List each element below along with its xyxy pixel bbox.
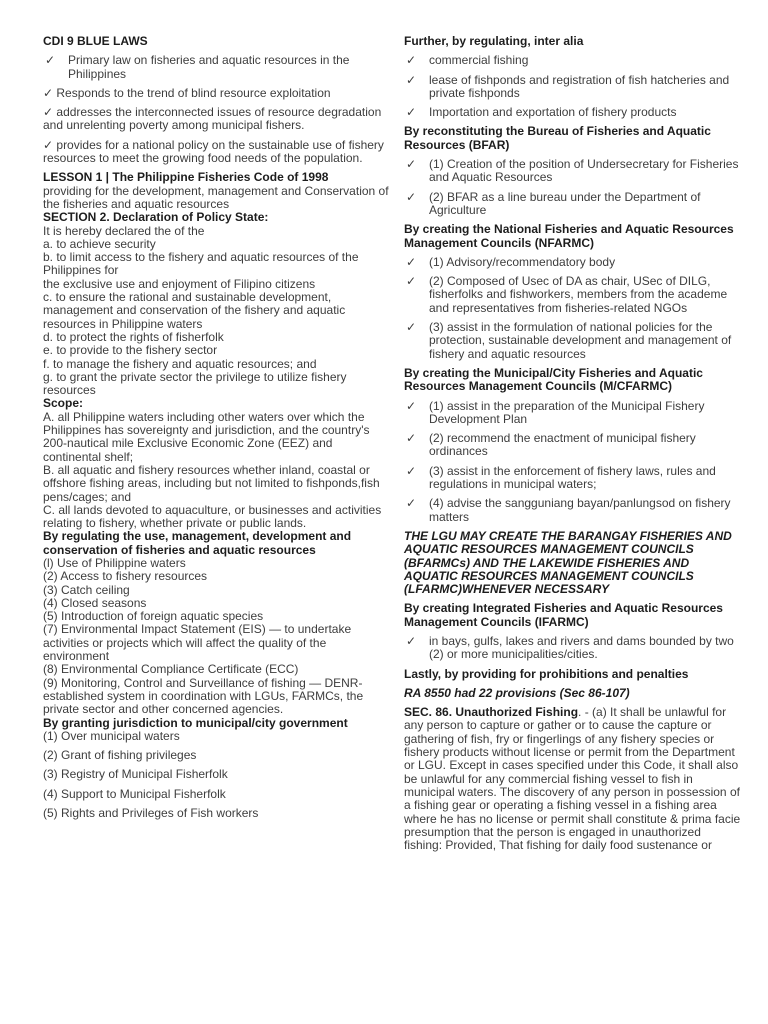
check-icon: ✓	[406, 633, 417, 648]
check-bullet	[404, 158, 741, 185]
check-bullet	[404, 432, 741, 459]
paragraph: (1) Over municipal waters	[43, 728, 180, 743]
bullet-text: commercial fishing	[429, 53, 529, 68]
check-bullet	[404, 275, 741, 315]
paragraph: e. to provide to the fishery sector	[43, 343, 218, 358]
paragraph: ✓ addresses the interconnected issues of resource degradation and unrelenting poverty among municipal fishers.	[43, 105, 382, 133]
paragraph: (5) Rights and Privileges of Fish workers	[43, 806, 259, 821]
section-heading: RA 8550 had 22 provisions (Sec 86-107)	[404, 685, 630, 700]
paragraph: (5) Introduction of foreign aquatic species	[43, 609, 264, 624]
left-column	[43, 35, 390, 826]
section-heading: By creating the Municipal/City Fisheries and Aquatic Resources Management Councils (M/CFARMC)	[404, 365, 703, 394]
paragraph: providing for the development, management and Conservation of the fisheries and aquatic resources	[43, 183, 389, 211]
section-heading: By reconstituting the Bureau of Fisheries and Aquatic Resources (BFAR)	[404, 124, 711, 152]
bullet-text: (2) Composed of Usec of DA as chair, USec of DILG, fisherfolks and fishworkers, members from the academe and representatives from fisheries-related NGOs	[429, 274, 728, 315]
bullet-text: (1) assist in the preparation of the Municipal Fishery Development Plan	[429, 398, 705, 426]
section-heading: Further, by regulating, inter alia	[404, 34, 584, 48]
section-heading: By creating the National Fisheries and Aquatic Resources Management Councils (NFARMC)	[404, 222, 734, 250]
check-icon: ✓	[45, 53, 56, 68]
bullet-text: (1) Creation of the position of Undersecretary for Fisheries and Aquatic Resources	[429, 157, 739, 185]
check-icon: ✓	[406, 72, 417, 87]
check-bullet	[404, 465, 741, 492]
check-bullet	[404, 54, 741, 67]
paragraph: ✓ Responds to the trend of blind resource exploitation	[43, 85, 331, 100]
check-icon: ✓	[406, 254, 417, 269]
paragraph: (8) Environmental Compliance Certificate (ECC)	[43, 662, 299, 677]
section-heading: CDI 9 BLUE LAWS	[43, 34, 148, 48]
bullet-text: in bays, gulfs, lakes and rivers and dams bounded by two (2) or more municipalities/cities.	[429, 633, 734, 662]
bullet-text: (1) Advisory/recommendatory body	[429, 254, 616, 269]
paragraph: A. all Philippine waters including other waters over which the Philippines has sovereignty and jurisdiction, and the country's 200-nautical mile Exclusive Economic Zone (EEZ) and continental shelf;	[43, 409, 370, 464]
section-heading: By creating Integrated Fisheries and Aquatic Resources Management Councils (IFARMC)	[404, 601, 723, 629]
paragraph: It is hereby declared the of the	[43, 223, 205, 238]
paragraph: (4) Closed seasons	[43, 595, 147, 610]
paragraph: b. to limit access to the fishery and aquatic resources of the Philippines for	[43, 250, 359, 278]
bullet-text: (3) assist in the formulation of national policies for the protection, sustainable development and management of fishery and aquatic resources	[429, 320, 732, 361]
paragraph: (3) Catch ceiling	[43, 582, 130, 597]
right-column	[404, 35, 741, 858]
check-icon: ✓	[406, 157, 417, 172]
paragraph: a. to achieve security	[43, 236, 156, 251]
check-icon: ✓	[406, 463, 417, 478]
paragraph: (7) Environmental Impact Statement (EIS) — to undertake activities or projects which will affect the quality of the environment	[43, 622, 352, 664]
check-icon: ✓	[406, 189, 417, 204]
check-icon: ✓	[406, 431, 417, 446]
check-bullet	[404, 191, 741, 218]
check-icon: ✓	[406, 105, 417, 120]
paragraph: (9) Monitoring, Control and Surveillance of fishing — DENR- established system in coordination with LGUs, FARMCs, the private sector and other concerned agencies.	[43, 675, 364, 717]
check-bullet	[404, 497, 741, 524]
section-lead: SEC. 86. Unauthorized Fishing	[404, 705, 579, 720]
paragraph: (3) Registry of Municipal Fisherfolk	[43, 767, 228, 782]
paragraph: d. to protect the rights of fisherfolk	[43, 329, 224, 344]
check-bullet	[404, 635, 741, 662]
bullet-text: (2) BFAR as a line bureau under the Department of Agriculture	[429, 189, 701, 217]
bullet-text: Primary law on fisheries and aquatic resources in the Philippines	[68, 53, 350, 81]
paragraph: (2) Access to fishery resources	[43, 569, 208, 584]
check-icon: ✓	[406, 398, 417, 413]
paragraph: (4) Support to Municipal Fisherfolk	[43, 786, 226, 801]
bullet-text: (3) assist in the enforcement of fishery laws, rules and regulations in municipal waters;	[429, 463, 716, 492]
paragraph: (l) Use of Philippine waters	[43, 555, 186, 570]
check-bullet	[404, 321, 741, 361]
section-heading: Lastly, by providing for prohibitions and penalties	[404, 666, 689, 681]
section-heading: Scope:	[43, 396, 84, 411]
check-bullet	[404, 400, 741, 427]
section-body: . - (a) It shall be unlawful for any person to capture or gather or to cause the capture or gathering of fish, fry or fingerlings of any fishery species or fishery products without license or permit from the Department or LGU. Except in cases specified under this Code, it shall also be unlawful for any commercial fishing vessel to fish in municipal waters. The discovery of any person in possession of a fishing gear or operating a fishing vessel in a fishing area where he has no license or permit shall constitute & prima facie presumption that the person is engaged in unauthorized fishing: Provided, That fishing for daily food sustenance or	[404, 705, 741, 853]
section-heading: By granting jurisdiction to municipal/city government	[43, 715, 348, 730]
check-bullet	[404, 74, 741, 101]
paragraph: f. to manage the fishery and aquatic resources; and	[43, 356, 317, 371]
section-heading: By regulating the use, management, development and conservation of fisheries and aquatic resources	[43, 529, 352, 557]
section-paragraph	[404, 706, 741, 852]
paragraph: the exclusive use and enjoyment of Filipino citizens	[43, 276, 316, 291]
paragraph: c. to ensure the rational and sustainable development, management and conservation of the fishery and aquatic resources in Philippine waters	[43, 290, 346, 331]
check-bullet	[404, 106, 741, 119]
check-icon: ✓	[406, 496, 417, 511]
check-bullet	[404, 256, 741, 269]
paragraph: g. to grant the private sector the privilege to utilize fishery resources	[43, 369, 347, 398]
bullet-text: lease of fishponds and registration of fish hatcheries and private fishponds	[429, 72, 730, 100]
bullet-text: (4) advise the sangguniang bayan/panlungsod on fishery matters	[429, 496, 731, 524]
check-bullet	[43, 54, 390, 81]
check-icon: ✓	[406, 53, 417, 68]
section-heading: SECTION 2. Declaration of Policy State:	[43, 210, 269, 225]
paragraph: B. all aquatic and fishery resources whether inland, coastal or offshore fishing areas, including but not limited to fishponds,fish pens/cages; and	[43, 462, 380, 504]
check-icon: ✓	[406, 320, 417, 335]
check-icon: ✓	[406, 274, 417, 289]
bullet-text: (2) recommend the enactment of municipal fishery ordinances	[429, 431, 696, 459]
section-heading: LESSON 1 | The Philippine Fisheries Code of 1998	[43, 170, 329, 185]
bullet-text: Importation and exportation of fishery products	[429, 105, 677, 120]
section-heading: THE LGU MAY CREATE THE BARANGAY FISHERIES AND AQUATIC RESOURCES MANAGEMENT COUNCILS (BFARMCs) AND THE LAKEWIDE FISHERIES AND AQUATIC RESOURCES MANAGEMENT COUNCILS (LFARMC)WHENEVER NECESSARY	[404, 528, 732, 597]
paragraph: C. all lands devoted to aquaculture, or businesses and activities relating to fishery, whether private or public lands.	[43, 502, 382, 531]
paragraph: (2) Grant of fishing privileges	[43, 748, 197, 763]
paragraph: ✓ provides for a national policy on the sustainable use of fishery resources to meet the growing food needs of the population.	[43, 137, 384, 166]
